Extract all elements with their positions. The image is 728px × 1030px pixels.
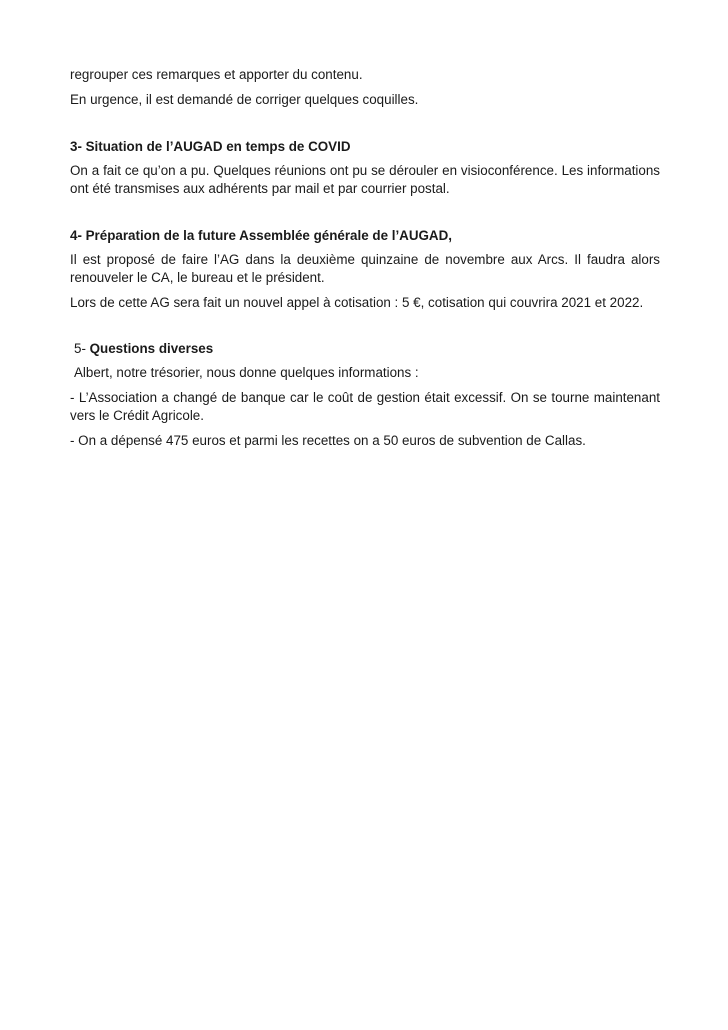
section-5-paragraph-3: - On a dépensé 475 euros et parmi les recettes on a 50 euros de subvention de Callas. — [70, 433, 586, 448]
section-5-paragraph-1: Albert, notre trésorier, nous donne quelques informations : — [74, 365, 419, 380]
intro-paragraph-2: En urgence, il est demandé de corriger quelques coquilles. — [70, 92, 419, 107]
section-5-heading-number: 5- — [74, 341, 86, 356]
intro-paragraph-1: regrouper ces remarques et apporter du contenu. — [70, 67, 363, 82]
section-3-paragraph-1: On a fait ce qu’on a pu. Quelques réunions ont pu se dérouler en visioconférence. Les informations ont été transmises aux adhérents par mail et par courrier postal. — [70, 163, 660, 196]
section-5-heading — [70, 340, 660, 358]
document-page — [70, 66, 660, 450]
section-5-heading-text: Questions diverses — [85, 341, 214, 356]
section-5-paragraph-2: - L’Association a changé de banque car le coût de gestion était excessif. On se tourne maintenant vers le Crédit Agricole. — [70, 390, 660, 423]
section-4-heading: 4- Préparation de la future Assemblée générale de l’AUGAD, — [70, 228, 452, 243]
section-4-paragraph-1: Il est proposé de faire l’AG dans la deuxième quinzaine de novembre aux Arcs. Il faudra alors renouveler le CA, le bureau et le président. — [70, 252, 660, 285]
section-4-paragraph-2: Lors de cette AG sera fait un nouvel appel à cotisation : 5 €, cotisation qui couvrira 2021 et 2022. — [70, 295, 644, 310]
section-3-heading: 3- Situation de l’AUGAD en temps de COVID — [70, 139, 351, 154]
